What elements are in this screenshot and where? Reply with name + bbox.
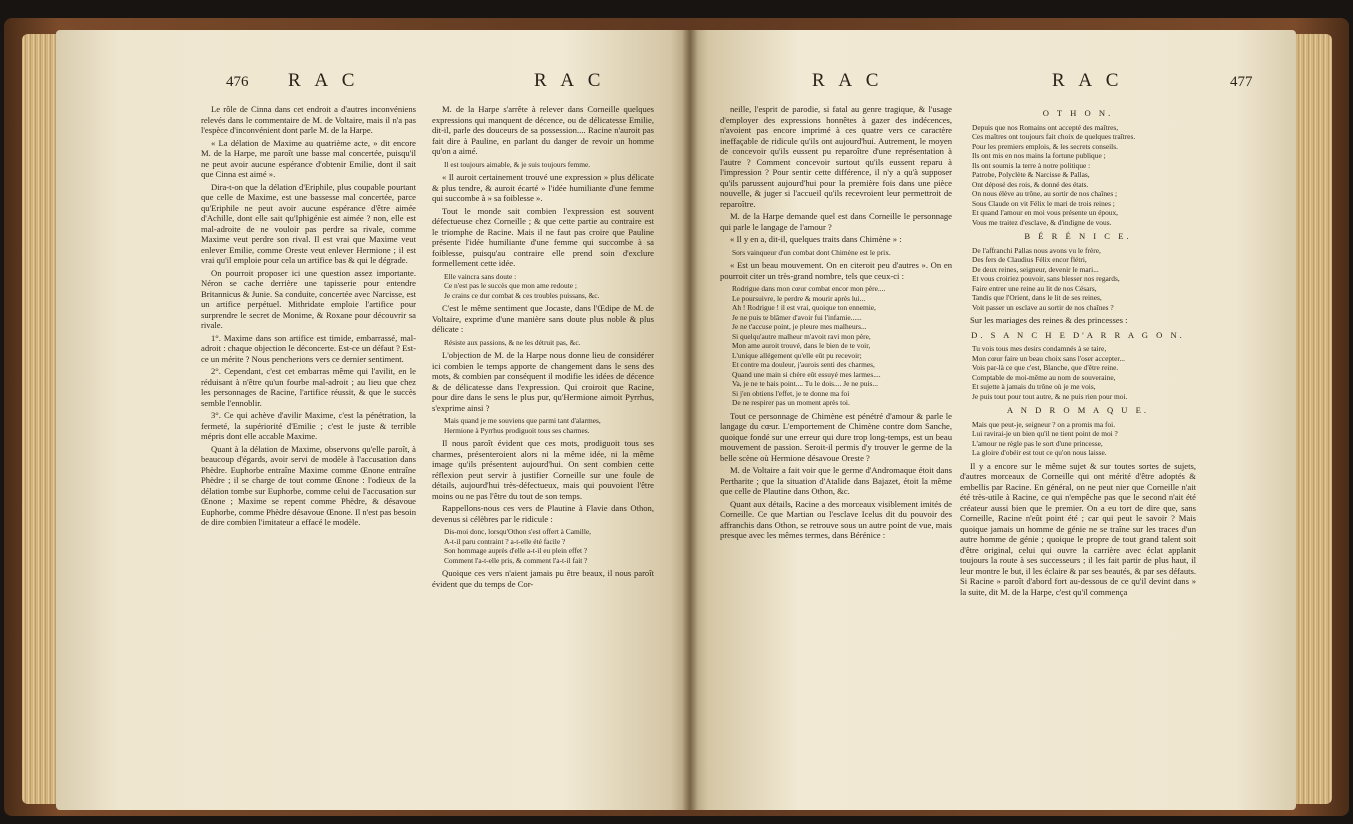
verse-line: On nous élève au trône, au sortir de nos chaînes ; <box>972 189 1118 198</box>
left-column-1 <box>201 104 416 810</box>
verse-line: Mon cœur faire un beau choix sans l'oser accepter... <box>972 353 1125 363</box>
verse-line: Si quelqu'autre malheur m'avoit ravi mon père, <box>732 331 871 341</box>
verse-line: Patrobe, Polyclète & Narcisse & Pallas, <box>972 170 1090 179</box>
verse-quote <box>960 246 1196 313</box>
right-page <box>690 30 1296 810</box>
verse-line: Mais quand je me souviens que parmi tant d'alarmes, <box>444 416 601 425</box>
verse-line: Faire entrer une reine au lit de nos Césars, <box>972 283 1097 293</box>
verse-line: Et quand l'amour en moi vous présente un époux, <box>972 208 1119 217</box>
play-heading: O T H O N. <box>1042 108 1114 118</box>
verse-line: Va, je ne te hais point.... Tu le dois.... Je ne puis... <box>732 379 878 388</box>
verse-line: Sors vainqueur d'un combat dont Chimène est le prix. <box>732 247 891 257</box>
left-running-title-col2: R A C <box>534 70 606 91</box>
page-edges-right <box>1292 34 1332 804</box>
verse-line: Des fers de Claudius Félix encor flétri, <box>972 255 1087 264</box>
verse-quote <box>960 123 1196 228</box>
paragraph: Tout le monde sait combien l'expression est souvent défectueuse chez Corneille ; & que cette partie au contraire est le triomphe de Racine. Mais il ne faut pas croire que Pauline présente l'idée humiliante d'une femme qui succombe à sa foiblesse, puisqu'au contraire elle prend soin d'exclure formellement cette idée. <box>432 205 654 268</box>
paragraph: L'objection de M. de la Harpe nous donne lieu de considérer ici combien le temps apporte de changement dans le sens des mots, & combien par conséquent il modifie les idées de décence & de délicatesse dans l'expression. Qui croiroit que Racine, pour dire dans le sens le plus pur, qu'Hermione aimoit Pyrrhus, s'exprime ainsi ? <box>432 350 654 413</box>
play-heading: A N D R O M A Q U E. <box>1006 405 1150 415</box>
paragraph: Quant aux détails, Racine a des morceaux visiblement imités de Corneille. Ce que Martian ou l'esclave Icelus dit du pouvoir des affranchis dans Othon, se retrouve sous un autre point de vue, mais presque avec les mêmes termes, dans Bérénice : <box>720 498 952 540</box>
verse-line: De l'affranchi Pallas nous avons vu le frère, <box>972 245 1101 255</box>
verse-quote <box>960 344 1196 401</box>
verse-line: Je crains ce dur combat & ces troubles puissans, &c. <box>444 290 600 300</box>
paragraph: Quoique ces vers n'aient jamais pu être beaux, il nous paroît évident que du temps de Cor- <box>432 568 654 589</box>
paragraph: Dira-t-on que la délation d'Eriphile, plus coupable pourtant que celle de Maxime, est une bassesse mal concertée, parce qu'Eriphile ne peut avoir aucune espérance d'être aimée d'Achille, dont elle sait qu'Iphigénie est aimée ? non, elle est mal-adroite de ne vouloir pas perdre sa rivale, comme Maxime veut perdre son rival. Il est vrai que Maxime veut enlever Emilie, comme Oreste veut enlever Hermione ; il est vrai qu'il emploie pour cela un artifice bas & qui le dégrade. <box>201 181 416 265</box>
verse-line: La gloire d'obéir est tout ce qu'on nous laisse. <box>972 448 1107 457</box>
verse-quote <box>432 416 654 435</box>
right-page-number: 477 <box>1230 74 1253 90</box>
verse-line: Comptable de moi-même au nom de souveraine, <box>972 372 1116 382</box>
verse-line: De ne respirer pas un moment après toi. <box>732 398 850 407</box>
verse-line: Sous Claude on vit Félix le mari de trois reines ; <box>972 198 1115 208</box>
paragraph: Rappellons-nous ces vers de Plautine à Flavie dans Othon, devenus si célèbres par le ridicule : <box>432 503 654 524</box>
paragraph: Il y a encore sur le même sujet & sur toutes sortes de sujets, d'autres morceaux de Corneille qui ont mérité d'être adoptés & embellis par Racine. En général, on ne peut nier que Corneille n'ait été très-utile à Racine, ce qui n'empêche pas que le second n'ait été créateur aussi bien que le premier. On a eu tort de dire que, sans Corneille, Racine n'eût point été ; car qui peut le savoir ? Mais quoique jamais un homme de génie ne se traîne sur les traces d'un autre homme de génie ; quoique le propre de tout grand talent soit d'être original, celui qui ouvre la carrière avec éclat applanit toujours la route à ses successeurs ; il les fait partir de plus haut, il leur montre le but, il les éclaire & par ses beautés, & par ses défauts. Si Racine » paroît d'abord fort au-dessous de ce qu'il devint dans » la suite, dit M. de la Harpe, c'est qu'il commença <box>960 460 1196 597</box>
left-column-2 <box>432 104 654 810</box>
verse-quote <box>432 527 654 565</box>
verse-quote <box>432 338 654 348</box>
verse-line: Et contre ma douleur, j'aurois senti des charmes, <box>732 360 875 369</box>
paragraph: 2°. Cependant, c'est cet embarras même qui l'avilit, en le réduisant à n'être qu'un fourbe mal-adroit ; au lieu que chez les personnages de Racine, l'artifice réussit, & que le succès semble l'ennoblir. <box>201 366 416 408</box>
verse-line: Je ne t'accuse point, je pleure mes malheurs... <box>732 322 867 331</box>
verse-line: Mon ame auroit trouvé, dans le bien de te voir, <box>732 341 871 350</box>
verse-line: Ont déposé des rois, & donné des états. <box>972 179 1089 189</box>
verse-line: Quand une main si chère eût essuyé mes larmes.... <box>732 369 881 379</box>
paragraph: On pourroit proposer ici une question assez importante. Néron se cache derrière une tapisserie pour entendre Britannicus & Junie. Sa conduite, concertée avec Narcisse, est un artifice perpétuel. Mithridate emploie l'artifice pour surprendre le secret de Monime, & Roxane pour découvrir sa rivale. <box>201 267 416 330</box>
paragraph: « La délation de Maxime au quatrième acte, » dit encore M. de la Harpe, me paroît une basse mal concertée, puisqu'il ne peut avoir aucune espérance d'obtenir Emilie, dont il sait que Cinna est aimé ». <box>201 137 416 179</box>
paragraph: C'est le même sentiment que Jocaste, dans l'Œdipe de M. de Voltaire, exprime d'une manière sans doute plus noble & plus délicate : <box>432 303 654 334</box>
verse-line: Tu vois tous mes desirs condamnés à se taire, <box>972 344 1107 353</box>
verse-line: L'amour ne règle pas le sort d'une princesse, <box>972 438 1103 448</box>
verse-line: Mais que peut-je, seigneur ? on a promis ma foi. <box>972 419 1116 429</box>
verse-line: Tandis que l'Orient, dans le lit de ses reines, <box>972 293 1102 302</box>
verse-line: Son hommage auprès d'elle a-t-il eu plein effet ? <box>444 546 588 555</box>
verse-line: Ah ! Rodrigue ! il est vrai, quoique ton ennemie, <box>732 303 876 312</box>
left-running-title: R A C <box>288 70 360 91</box>
verse-line: Comment l'a-t-elle pris, & comment l'a-t-il fait ? <box>444 555 588 565</box>
paragraph: Quant à la délation de Maxime, observons qu'elle paroît, à beaucoup d'égards, avoir servi de modèle à l'accusation dans Phèdre. Euphorbe entraîne Maxime comme Œnone entraîne Phèdre ; il se charge de tout comme Œnone : l'odieux de la délation tombe sur Euphorbe, comme celui de l'accusation sur Œnone ; Maxime se repent comme Phèdre, & désavoue Euphorbe, comme Phèdre désavoue Œnone. Il n'est pas besoin de dire combien l'imitateur a effacé le modèle. <box>201 443 416 527</box>
verse-quote <box>960 420 1196 458</box>
verse-line: Ils ont mis en nos mains la fortune publique ; <box>972 151 1106 160</box>
verse-quote <box>432 272 654 301</box>
verse-line: Résiste aux passions, & ne les détruit pas, &c. <box>444 337 581 347</box>
play-heading: B É R É N I C E. <box>1024 231 1132 241</box>
paragraph: Sur les mariages des reines & des princesses : <box>970 315 1128 325</box>
play-heading: D. S A N C H E D'A R R A G O N. <box>971 329 1185 340</box>
book-gutter <box>682 30 698 810</box>
verse-line: Si j'en obtiens l'effet, je te donne ma foi <box>732 388 850 398</box>
verse-line: Voit passer un esclave au sortir de nos chaînes ? <box>972 302 1114 312</box>
verse-line: Elle vaincra sans doute : <box>444 271 517 281</box>
verse-line: Dis-moi donc, lorsqu'Othon s'est offert à Camille, <box>444 527 592 536</box>
verse-line: Vous me traitez d'esclave, & d'indigne de vous. <box>972 217 1112 227</box>
right-column-2 <box>960 104 1196 810</box>
verse-line: Ce n'est pas le succès que mon ame redoute ; <box>444 281 577 290</box>
verse-quote <box>432 160 654 170</box>
verse-line: Et vous croiriez pouvoir, sans blesser nos regards, <box>972 274 1120 283</box>
paragraph: 3°. Ce qui achève d'avilir Maxime, c'est la pénétration, la fermeté, la supériorité d'Emilie ; c'est le juste & terrible mépris dont elle accable Maxime. <box>201 410 416 441</box>
paragraph: Il nous paroît évident que ces mots, prodiguoit tous ses charmes, présenteroient alors ni la même idée, ni la même image qu'ils présentent aujourd'hui. On sent combien cette réflexion peut servir à justifier Corneille sur une foule de détails, aujourd'hui très-défectueux, mais qui pouvoient l'être moins ou ne pas l'être du tout de son temps. <box>432 438 654 501</box>
verse-line: Vois par-là ce que c'est, Blanche, que d'être reine. <box>972 363 1119 372</box>
verse-line: Ils ont soumis la terre à notre politique : <box>972 160 1091 170</box>
paragraph: M. de la Harpe demande quel est dans Corneille le personnage qui parle le langage de l'amour ? <box>720 211 952 232</box>
right-column-1 <box>720 104 952 810</box>
left-page <box>56 30 690 810</box>
right-running-title-col2: R A C <box>1052 70 1124 91</box>
verse-quote <box>720 248 952 258</box>
verse-line: L'unique allégement qu'elle eût pu recevoir; <box>732 350 862 360</box>
verse-line: Ces maîtres ont toujours fait choix de quelques traîtres. <box>972 132 1136 141</box>
paragraph: « Il y en a, dit-il, quelques traits dans Chimène » : <box>730 234 902 244</box>
verse-line: De deux reines, seigneur, devenir le mari... <box>972 264 1099 274</box>
verse-line: A-t-il paru contraint ? a-t-elle été facile ? <box>444 536 566 546</box>
paragraph: 1°. Maxime dans son artifice est timide, embarrassé, mal-adroit : chaque objection le déconcerte. Est-ce un défaut ? Est-ce un mérite ? Nous pencherions vers ce dernier sentiment. <box>201 332 416 364</box>
verse-line: Je ne puis te blâmer d'avoir fui l'infamie...... <box>732 312 862 322</box>
paragraph: neille, l'esprit de parodie, si fatal au genre tragique, & l'usage d'employer des expressions honnêtes à gazer des indécences, n'avoient pas encore imprimé à ces quatre vers ce caractère ineffaçable de ridicule qu'ils ont aujourd'hui. Autrement, le moyen de concevoir qu'ils eussent pu reparoître d'une représentation à l'autre ? Comment concevoir surtout qu'ils eussent reparu à l'impression ? Pour sentir cette différence, il n'y a qu'à supposer qu'ils parussent aujourd'hui pour la première fois dans une pièce nouvelle, & juger si l'accueil qu'ils recevroient leur permettroit de reparoître. <box>720 104 952 209</box>
right-running-title: R A C <box>812 70 884 91</box>
verse-line: Pour les premiers emplois, & les secrets conseils. <box>972 141 1118 151</box>
paragraph: « Est un beau mouvement. On en citeroit peu d'autres ». On en pourroit citer un très-grand nombre, tels que ceux-ci : <box>720 260 952 281</box>
verse-line: Lui ravirai-je un bien qu'il ne tient point de moi ? <box>972 429 1118 438</box>
paragraph: Le rôle de Cinna dans cet endroit a d'autres inconvéniens relevés dans le commentaire de M. de Voltaire, mais il n'a pas l'espèce d'inconvénient dont parle M. de la Harpe. <box>201 104 416 135</box>
paragraph: M. de la Harpe s'arrête à relever dans Corneille quelques expressions qui manquent de décence, ou de délicatesse Emilie, dit-il, parle des douceurs de sa possession.... Racine n'auroit pas fait dire à Pauline, en parlant du danger de revoir un homme qu'on a aimé. <box>432 104 654 156</box>
paragraph: « Il auroit certainement trouvé une expression » plus délicate & plus tendre, & auroit écarté » l'idée humiliante d'une femme qui succombe à » sa foiblesse ». <box>432 172 654 203</box>
verse-line: Il est toujours aimable, & je suis toujours femme. <box>444 159 591 169</box>
verse-quote <box>720 284 952 408</box>
verse-line: Le poursuivre, le perdre & mourir après lui... <box>732 293 866 303</box>
paragraph: M. de Voltaire a fait voir que le germe d'Andromaque étoit dans Pertharite ; que la situation d'Atalide dans Bajazet, étoit la même que celle de Plautine dans Othon, &c. <box>720 465 952 496</box>
left-page-number: 476 <box>226 74 249 90</box>
verse-line: Rodrigue dans mon cœur combat encor mon père.... <box>732 284 886 293</box>
verse-line: Et sujette à jamais du trône où je me vois, <box>972 382 1096 391</box>
verse-line: Hermione à Pyrrhus prodiguoit tous ses charmes. <box>444 425 590 435</box>
verse-line: Depuis que nos Romains ont accepté des maîtres, <box>972 122 1119 132</box>
verse-line: Je puis tout pour tout autre, & ne puis rien pour moi. <box>972 391 1128 401</box>
paragraph: Tout ce personnage de Chimène est pénétré d'amour & parle le langage du cœur. L'emportement de Chimène contre dom Sanche, quoique fondé sur une erreur qui dure trop long-temps, est un beau mouvement de passion. Seroit-il permis d'y trouver le germe de la belle scène où Hermione désavoue Oreste ? <box>720 410 952 463</box>
